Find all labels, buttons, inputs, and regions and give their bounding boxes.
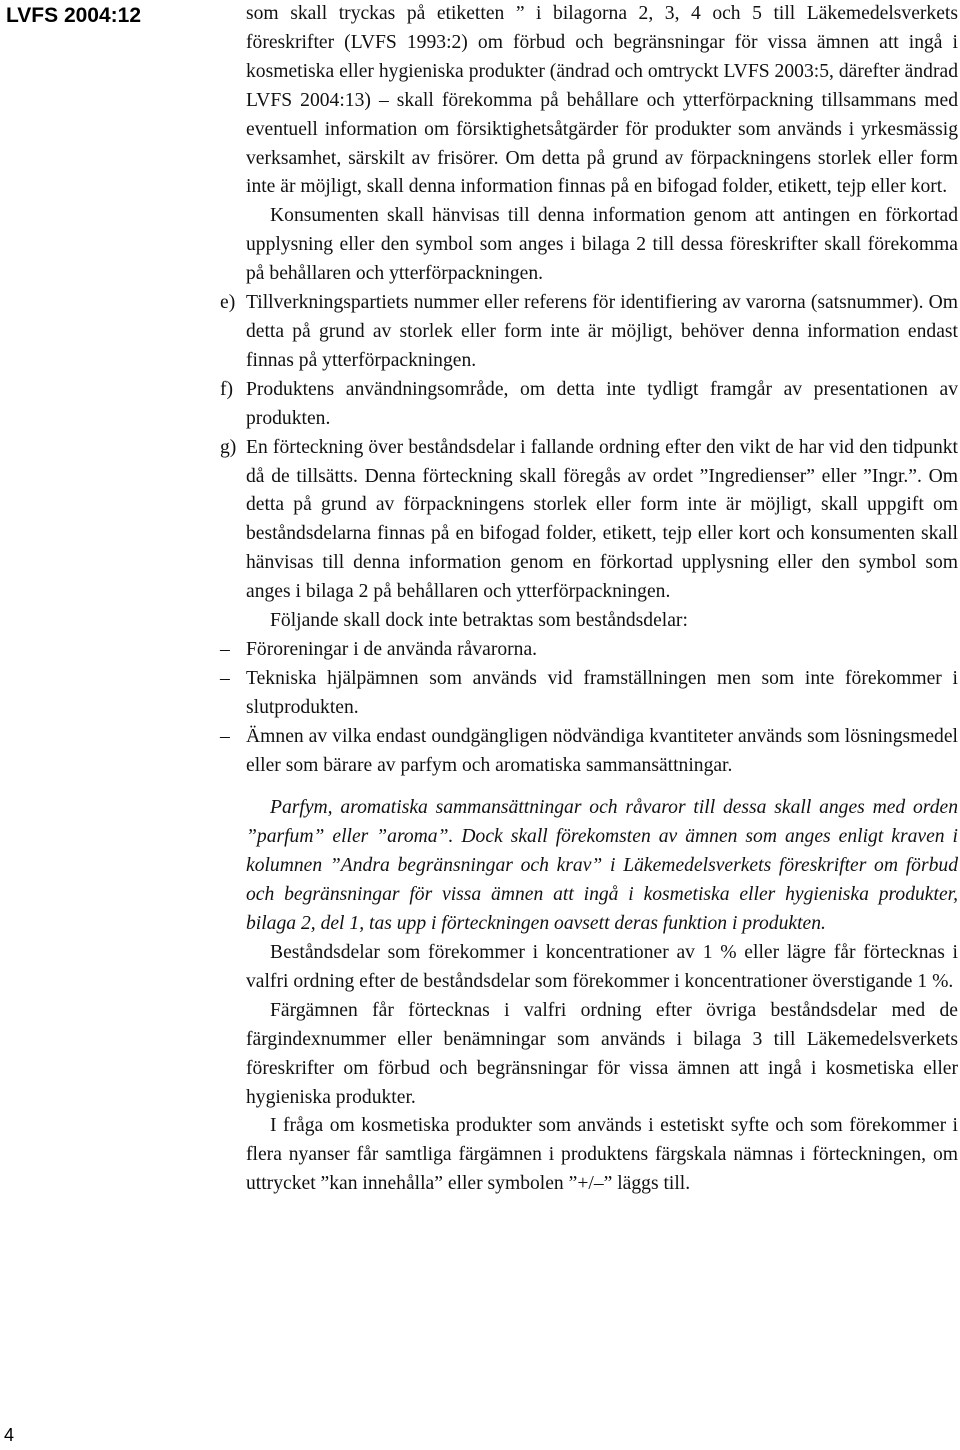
document-body: [220, 0, 958, 1199]
dash-item-text: Ämnen av vilka endast oundgängligen nödvändiga kvantiteter används som lösningsmedel eller som bärare av parfym och aromatiska sammansättningar.: [246, 725, 958, 776]
paragraph-3: Följande skall dock inte betraktas som beståndsdelar:: [270, 610, 688, 632]
paragraph-2: Konsumenten skall hänvisas till denna information genom att antingen en förkortad upplysning eller den symbol som anges i bilaga 2 till dessa föreskrifter skall förekomma på behållaren och ytterförpackningen.: [246, 205, 958, 285]
list-item-text: Produktens användningsområde, om detta inte tydligt framgår av presentationen av produkten.: [246, 378, 958, 429]
list-marker: g): [220, 436, 237, 458]
dash-marker: –: [220, 725, 230, 747]
list-item-text: Tillverkningspartiets nummer eller referens för identifiering av varorna (satsnummer). Om detta på grund av storlek eller form inte är möjligt, behöver denna information endast finnas på ytterförpackningen.: [246, 292, 958, 371]
dash-item-text: Föroreningar i de använda råvarorna.: [246, 638, 538, 660]
list-item-g: [220, 434, 958, 607]
page-number: 4: [4, 1425, 15, 1445]
list-item-f: [220, 376, 958, 434]
dash-marker: –: [220, 667, 230, 689]
list-item-text: En förteckning över beståndsdelar i fallande ordning efter den vikt de har vid den tidpunkt då de tillsätts. Denna förteckning skall föregås av ordet ”Ingredienser” eller ”Ingr.”. Om detta på grund av förpackningens storlek eller form inte är möjligt, skall uppgift om beståndsdelarna finnas på en bifogad folder, etikett, tejp eller kort och konsumenten skall hänvisas till denna information genom en förkortad upplysning eller den symbol som anges i bilaga 2 på behållaren och ytterförpackningen.: [246, 436, 958, 603]
paragraph-concentration: Beståndsdelar som förekommer i koncentrationer av 1 % eller lägre får förtecknas i valfri ordning efter de beståndsdelar som förekommer i koncentrationer överstigande 1 %.: [246, 942, 958, 992]
list-item-e: [220, 289, 958, 376]
paragraph-perfume-italic: Parfym, aromatiska sammansättningar och råvaror till dessa skall anges med orden ”parfum” eller ”aroma”. Dock skall förekomsten av ämnen som anges enligt kraven i kolumnen ”Andra begränsningar och krav” i Läkemedelsverkets föreskrifter om förbud och begränsningar för vissa ämnen att ingå i kosmetiska eller hygieniska produkter, bilaga 2, del 1, tas upp i förteckningen oavsett deras funktion i produkten.: [246, 797, 958, 935]
list-marker: f): [220, 378, 234, 400]
paragraph-1: som skall tryckas på etiketten ” i bilagorna 2, 3, 4 och 5 till Läkemedelsverkets föreskrifter (LVFS 1993:2) om förbud och begränsningar för vissa ämnen att ingå i kosmetiska eller hygieniska produkter (ändrad och omtryckt LVFS 2003:5, därefter ändrad LVFS 2004:13) – skall förekomma på behållare och ytterförpackning tillsammans med eventuell information om försiktighetsåtgärder för produkter som används i yrkesmässig verksamhet, särskilt av frisörer. Om detta på grund av förpackningens storlek eller form inte är möjligt, skall denna information finnas på en bifogad folder, etikett, tejp eller kort.: [246, 3, 958, 198]
running-head: LVFS 2004:12: [6, 4, 142, 27]
dash-item-text: Tekniska hjälpämnen som används vid framställningen men som inte förekommer i slutprodukten.: [246, 667, 958, 718]
paragraph-shades: I fråga om kosmetiska produkter som används i estetiskt syfte och som förekommer i flera nyanser får samtliga färgämnen i produktens färgskala nämnas i förteckningen, om uttrycket ”kan innehålla” eller symbolen ”+/–” läggs till.: [246, 1115, 958, 1195]
dash-item-2: [220, 665, 958, 723]
dash-item-3: [220, 723, 958, 781]
dash-item-1: [220, 636, 958, 665]
list-marker: e): [220, 292, 236, 314]
dash-marker: –: [220, 638, 230, 660]
paragraph-colorants: Färgämnen får förtecknas i valfri ordning efter övriga beståndsdelar med de färgindexnummer eller benämningar som används i bilaga 3 till Läkemedelsverkets föreskrifter om förbud och begränsningar för vissa ämnen att ingå i kosmetiska eller hygieniska produkter.: [246, 999, 958, 1108]
